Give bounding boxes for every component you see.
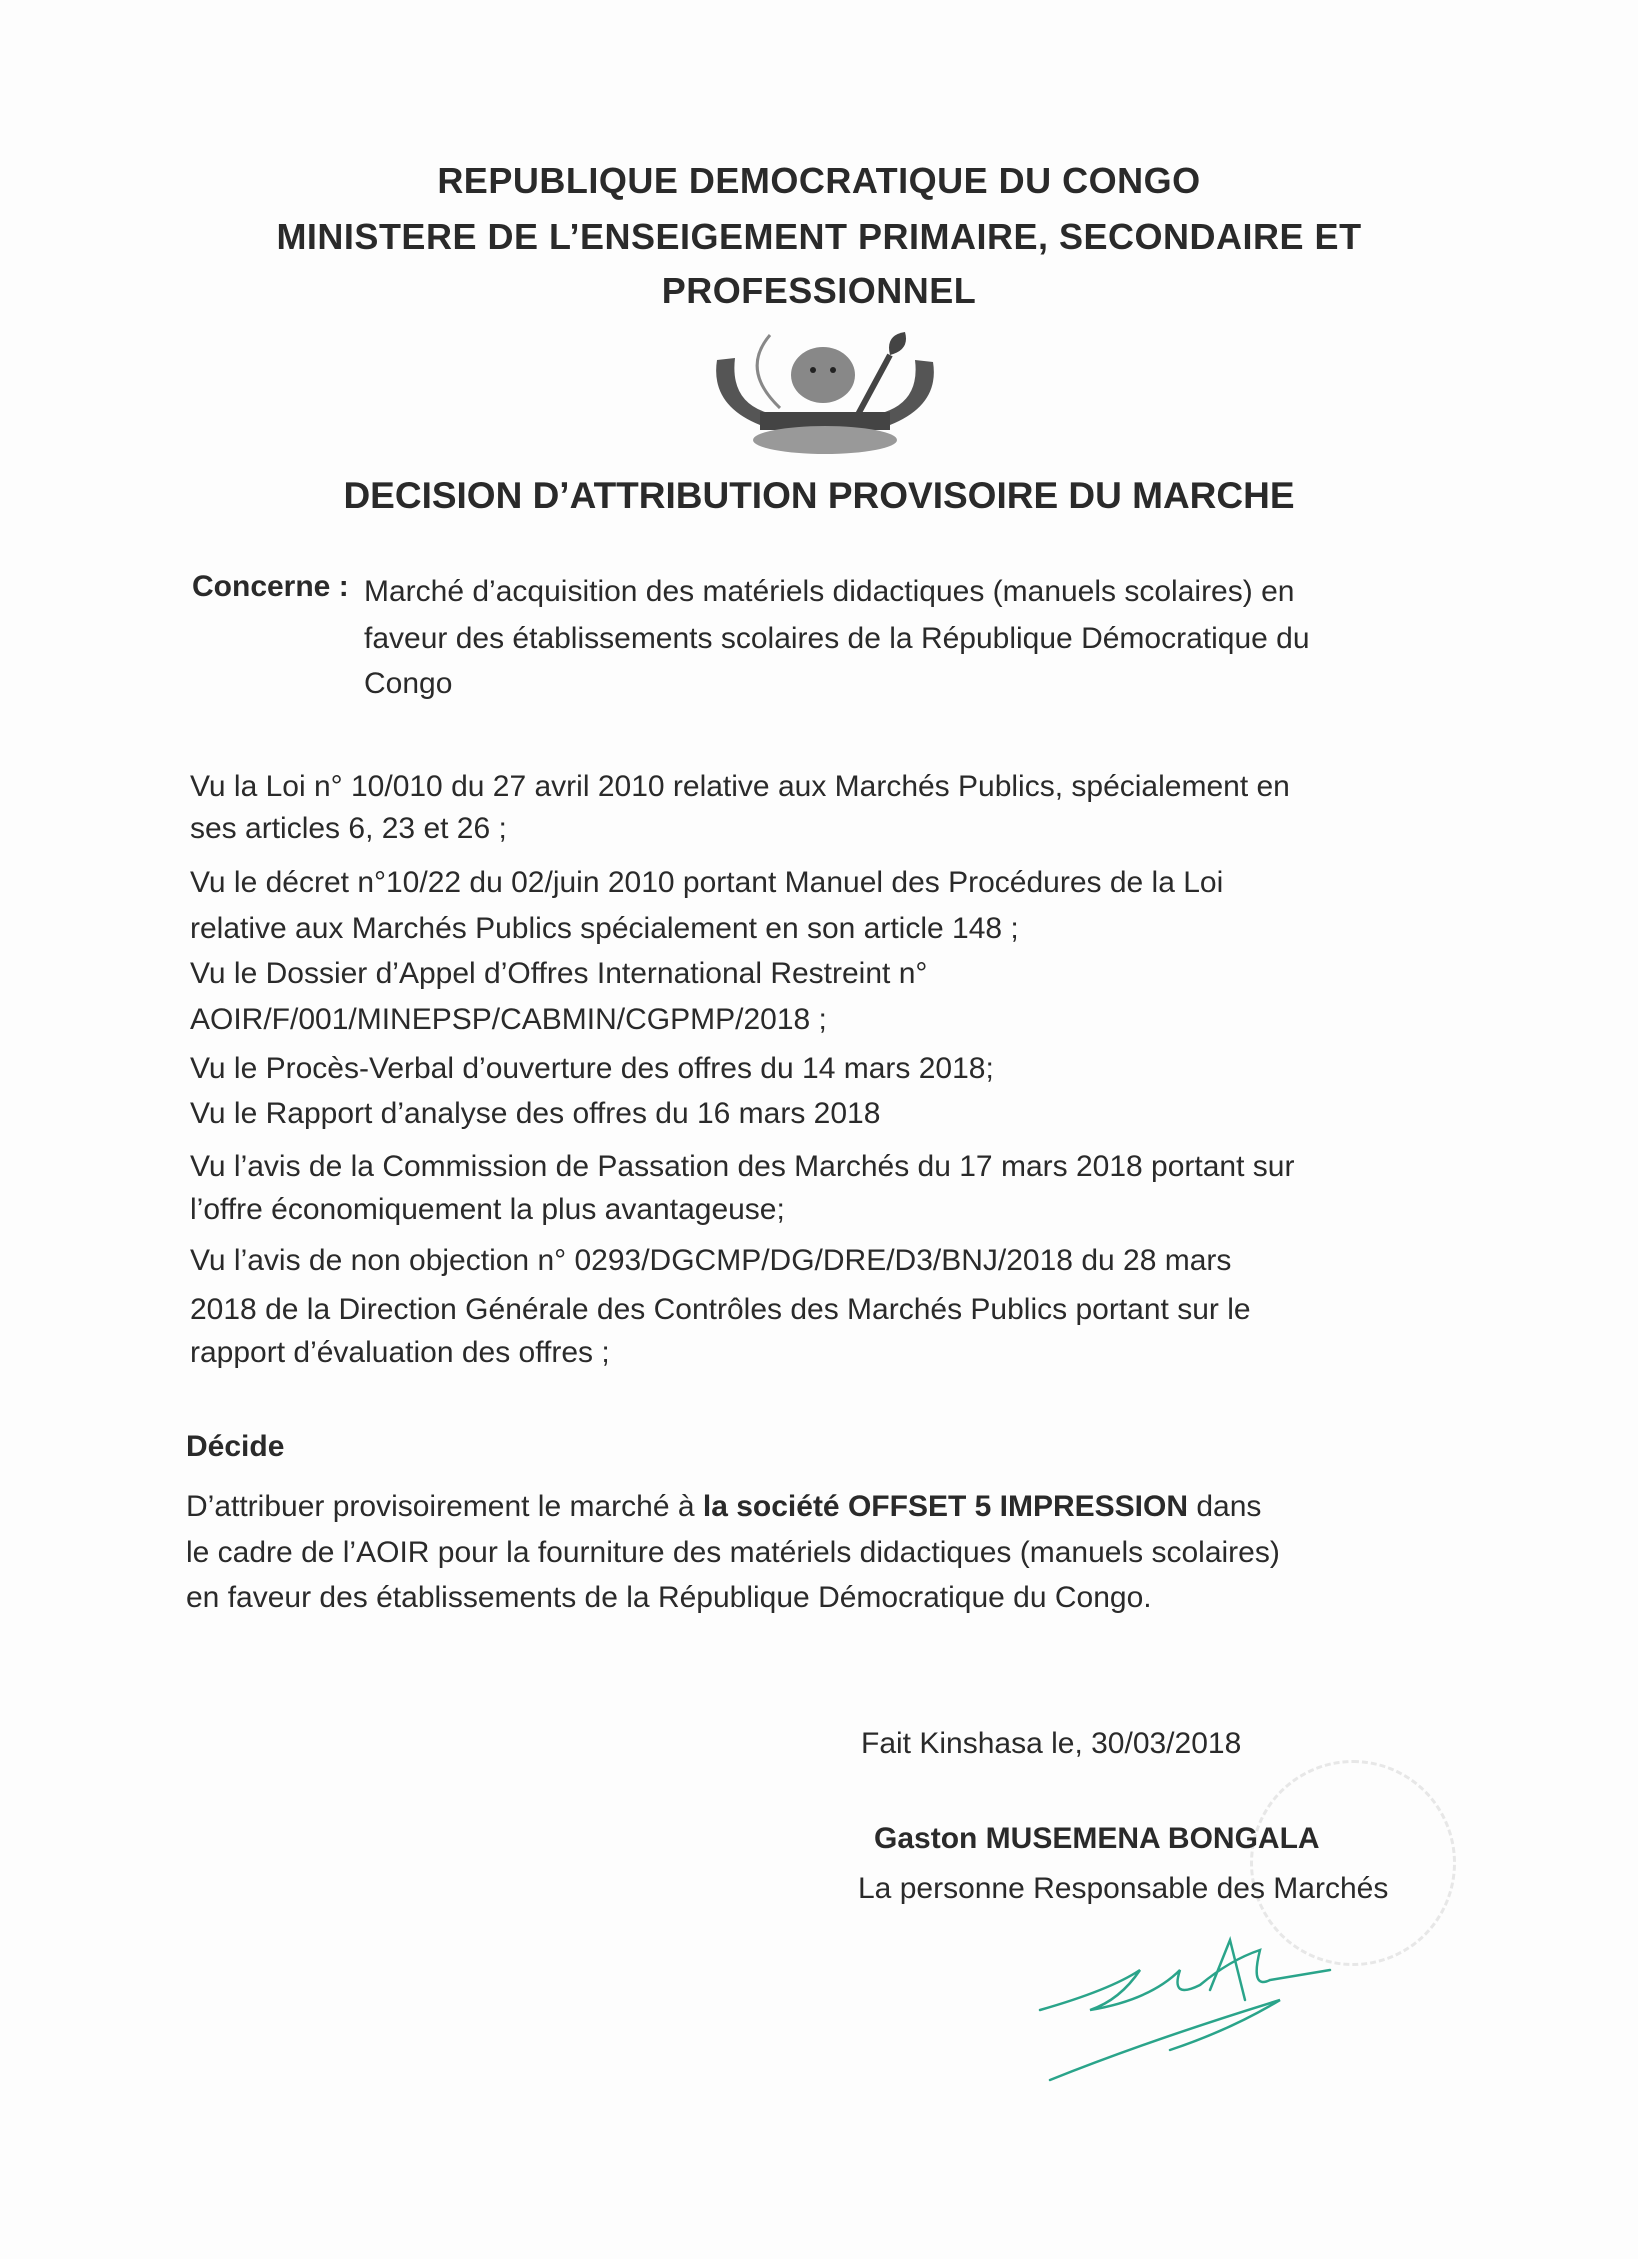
visa-line: relative aux Marchés Publics spécialement en son article 148 ; xyxy=(190,912,1019,945)
coat-of-arms-emblem-icon xyxy=(705,330,945,460)
concerne-line: Congo xyxy=(364,667,453,700)
ministry-heading-cont: PROFESSIONNEL xyxy=(661,270,977,311)
concerne-line: Marché d’acquisition des matériels didactiques (manuels scolaires) en xyxy=(364,575,1295,608)
visa-line: Vu l’avis de la Commission de Passation des Marchés du 17 mars 2018 portant sur xyxy=(190,1150,1295,1183)
visa-line: Vu la Loi n° 10/010 du 27 avril 2010 relative aux Marchés Publics, spécialement en xyxy=(190,770,1290,803)
decision-line: D’attribuer provisoirement le marché à la société OFFSET 5 IMPRESSION dans xyxy=(186,1490,1262,1523)
decision-heading: Décide xyxy=(186,1430,285,1463)
decision-line: en faveur des établissements de la République Démocratique du Congo. xyxy=(186,1581,1152,1614)
visa-line: Vu le Procès-Verbal d’ouverture des offres du 14 mars 2018; xyxy=(190,1052,994,1085)
decision-line: le cadre de l’AOIR pour la fourniture des matériels didactiques (manuels scolaires) xyxy=(186,1536,1280,1569)
visa-line: ses articles 6, 23 et 26 ; xyxy=(190,812,507,845)
document-title: DECISION D’ATTRIBUTION PROVISOIRE DU MARCHE xyxy=(343,475,1295,516)
visa-line: 2018 de la Direction Générale des Contrôles des Marchés Publics portant sur le xyxy=(190,1293,1251,1326)
visa-line: Vu le Dossier d’Appel d’Offres International Restreint n° xyxy=(190,957,928,990)
visa-line: rapport d’évaluation des offres ; xyxy=(190,1336,610,1369)
place-date: Fait Kinshasa le, 30/03/2018 xyxy=(861,1727,1242,1760)
country-heading: REPUBLIQUE DEMOCRATIQUE DU CONGO xyxy=(437,160,1201,201)
signatory-role: La personne Responsable des Marchés xyxy=(858,1872,1389,1905)
concerne-label: Concerne : xyxy=(192,570,349,603)
visa-line: Vu le Rapport d’analyse des offres du 16 mars 2018 xyxy=(190,1097,881,1130)
visa-line: Vu le décret n°10/22 du 02/juin 2010 portant Manuel des Procédures de la Loi xyxy=(190,866,1224,899)
visa-line: AOIR/F/001/MINEPSP/CABMIN/CGPMP/2018 ; xyxy=(190,1003,827,1036)
signatory-name: Gaston MUSEMENA BONGALA xyxy=(874,1822,1320,1855)
visa-line: Vu l’avis de non objection n° 0293/DGCMP/DG/DRE/D3/BNJ/2018 du 28 mars xyxy=(190,1244,1232,1277)
concerne-line: faveur des établissements scolaires de la République Démocratique du xyxy=(364,622,1310,655)
visa-line: l’offre économiquement la plus avantageuse; xyxy=(190,1193,785,1226)
ministry-heading: MINISTERE DE L’ENSEIGEMENT PRIMAIRE, SECONDAIRE ET xyxy=(276,216,1362,257)
handwritten-signature xyxy=(1030,1930,1350,2100)
